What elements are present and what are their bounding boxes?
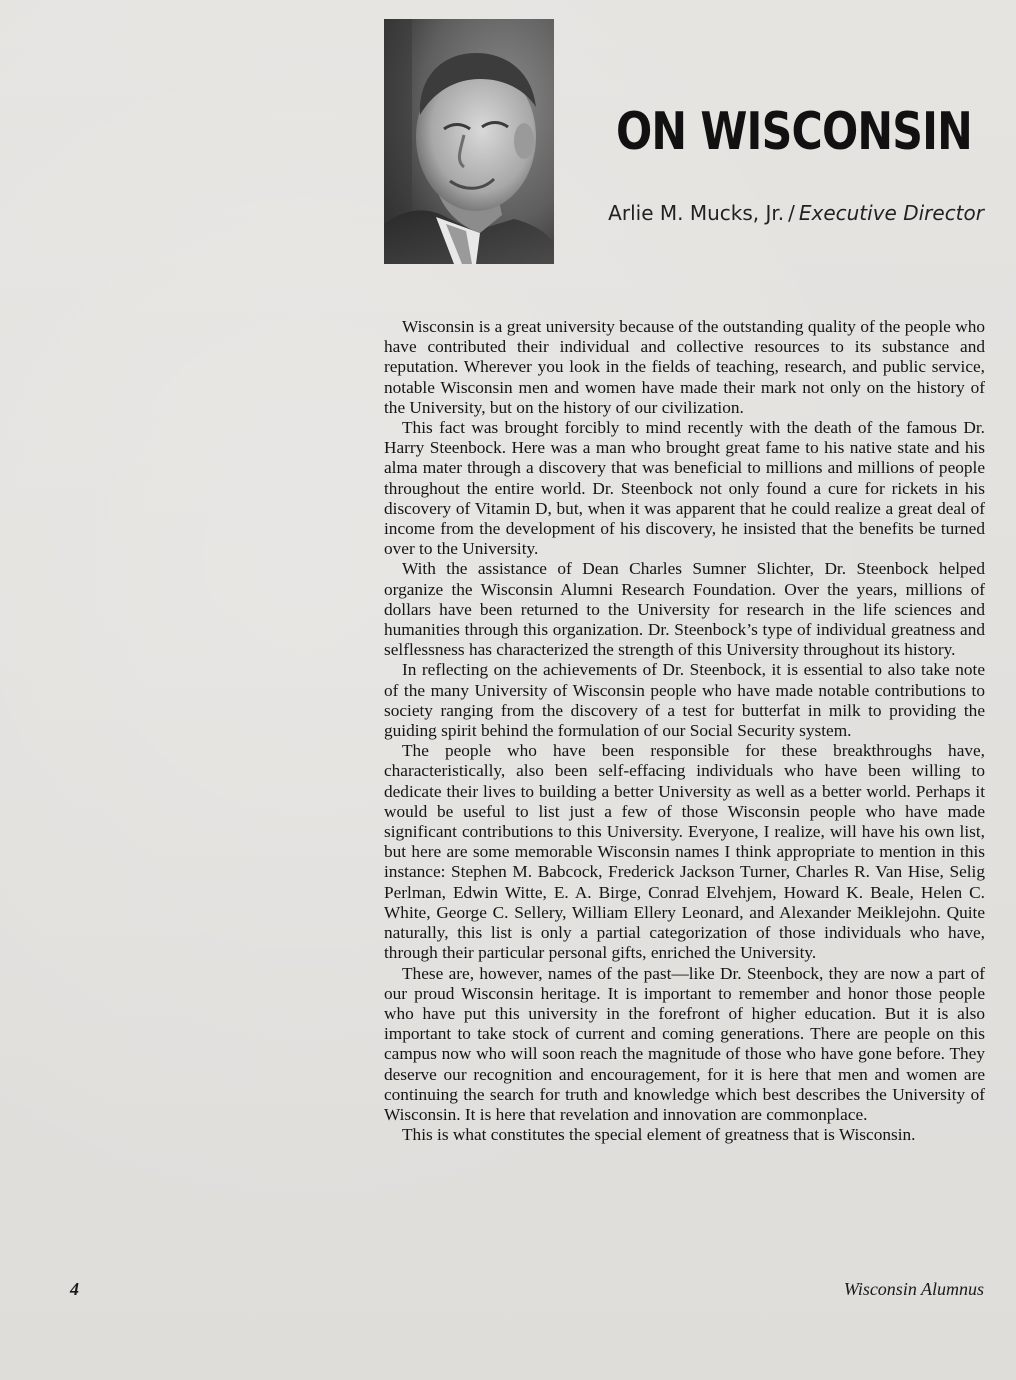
article-paragraph: With the assistance of Dean Charles Sumner Slichter, Dr. Steenbock helped organize the Wisconsin Alumni Research Foundation. Over the years, millions of dollars have been returned to the University for research in the life sciences and humanities through this organization. Dr. Steenbock’s type of individual greatness and selflessness has characterized the strength of this University throughout its history. xyxy=(384,559,985,660)
author-portrait-photo xyxy=(384,19,554,264)
author-role: Executive Director xyxy=(798,201,984,225)
article-paragraph: This is what constitutes the special element of greatness that is Wisconsin. xyxy=(402,1125,916,1145)
article-body xyxy=(384,317,985,1145)
publication-name: Wisconsin Alumnus xyxy=(843,1279,984,1299)
article-paragraph: This fact was brought forcibly to mind recently with the death of the famous Dr. Harry Steenbock. Here was a man who brought great fame to his native state and his alma mater through a discovery that was beneficial to millions and millions of people throughout the entire world. Dr. Steenbock not only found a cure for rickets in his discovery of Vitamin D, but, when it was apparent that he could realize a great deal of income from the development of his discovery, he insisted that the benefits be turned over to the University. xyxy=(384,418,985,559)
article-paragraph: Wisconsin is a great university because of the outstanding quality of the people who have contributed their individual and collective resources to its substance and reputation. Wherever you look in the fields of teaching, research, and public service, notable Wisconsin men and women have made their mark not only on the history of the University, but on the history of our civilization. xyxy=(384,317,985,417)
article-paragraph: These are, however, names of the past—like Dr. Steenbock, they are now a part of our proud Wisconsin heritage. It is important to remember and honor those people who have put this university in the forefront of higher education. But it is also important to take stock of current and coming generations. There are people on this campus now who will soon reach the magnitude of those who have gone before. They deserve our recognition and encouragement, for it is here that men and women are continuing the search for truth and knowledge which best describes the University of Wisconsin. It is here that revelation and innovation are commonplace. xyxy=(384,963,985,1124)
byline-separator: / xyxy=(788,201,795,225)
page-number: 4 xyxy=(70,1279,79,1299)
article-paragraph: The people who have been responsible for these breakthroughs have, characteristically, also been self-effacing individuals who have been willing to dedicate their lives to building a better University as well as a better world. Perhaps it would be useful to list just a few of those Wisconsin people who have made significant contributions to this University. Everyone, I realize, will have his own list, but here are some memorable Wisconsin names I think appropriate to mention in this instance: Stephen M. Babcock, Frederick Jackson Turner, Charles R. Van Hise, Selig Perlman, Edwin Witte, E. A. Birge, Conrad Elvehjem, Howard K. Beale, Helen C. White, George C. Sellery, William Ellery Leonard, and Alexander Meiklejohn. Quite naturally, this list is only a partial categorization of those individuals who have, through their particular personal gifts, enriched the University. xyxy=(384,741,985,963)
author-name: Arlie M. Mucks, Jr. xyxy=(608,201,785,225)
article-paragraph: In reflecting on the achievements of Dr. Steenbock, it is essential to also take note of the many University of Wisconsin people who have made notable contributions to society ranging from the discovery of a test for butterfat in milk to providing the guiding spirit behind the formulation of our Social Security system. xyxy=(384,660,985,741)
byline xyxy=(608,199,984,227)
article-title: ON WISCONSIN xyxy=(616,102,973,162)
